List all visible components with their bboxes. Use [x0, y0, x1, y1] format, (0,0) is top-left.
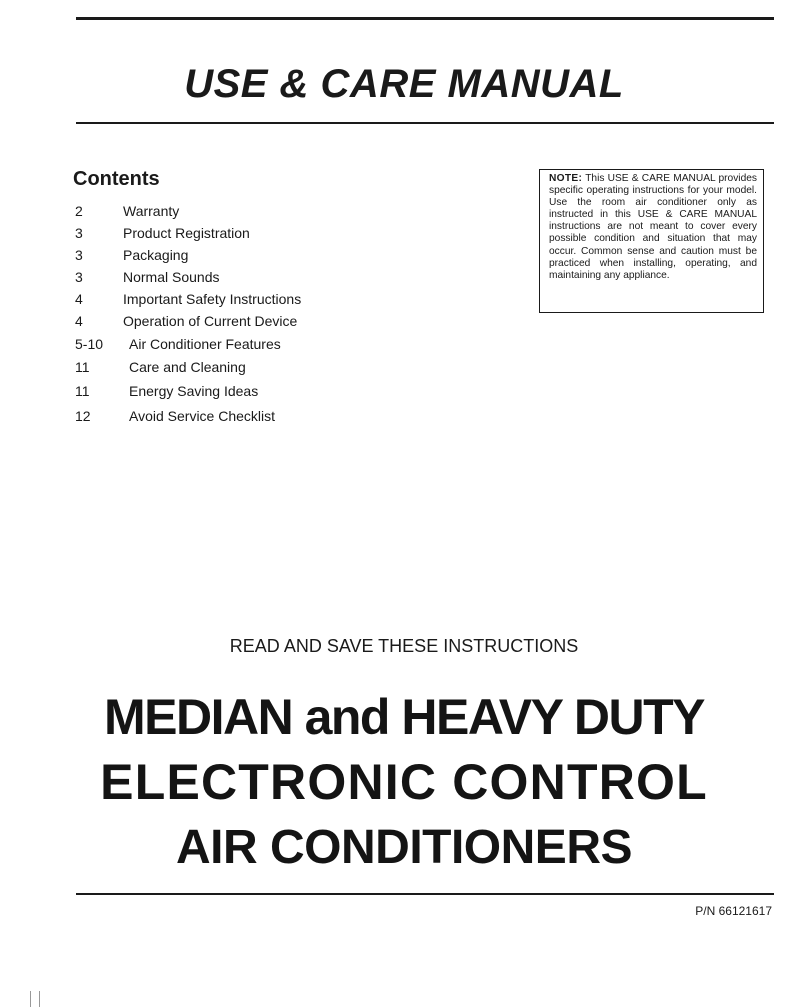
- note-label: NOTE:: [549, 173, 583, 184]
- toc-item-label: Operation of Current Device: [123, 313, 298, 329]
- toc-page-number: 2: [75, 203, 83, 219]
- footer-rule: [76, 893, 774, 895]
- toc-item-label: Packaging: [123, 247, 189, 263]
- toc-item-label: Care and Cleaning: [129, 359, 246, 375]
- toc-item-label: Energy Saving Ideas: [129, 383, 259, 399]
- toc-page-number: 3: [75, 269, 83, 285]
- toc-page-number: 4: [75, 291, 83, 307]
- toc-page-number: 11: [75, 359, 90, 375]
- instructions-banner: READ AND SAVE THESE INSTRUCTIONS: [229, 636, 579, 656]
- toc-item-label: Normal Sounds: [123, 269, 220, 285]
- toc-page-number: 11: [75, 383, 90, 399]
- toc-item-label: Air Conditioner Features: [129, 336, 281, 352]
- note-box: [539, 169, 764, 313]
- header-rule: [76, 122, 774, 124]
- toc-page-number: 3: [75, 247, 83, 263]
- manual-title: USE & CARE MANUAL: [184, 62, 624, 106]
- contents-heading: Contents: [73, 168, 160, 190]
- part-number: P/N 66121617: [695, 904, 772, 918]
- toc-page-number: 5-10: [75, 336, 104, 352]
- toc-page-number: 3: [75, 225, 83, 241]
- toc-item-label: Product Registration: [123, 225, 250, 241]
- product-title-line-3: AIR CONDITIONERS: [175, 821, 632, 874]
- product-title-line-2: ELECTRONIC CONTROL: [100, 754, 708, 810]
- toc-page-number: 4: [75, 313, 83, 329]
- toc-item-label: Important Safety Instructions: [123, 291, 302, 307]
- toc-item-label: Avoid Service Checklist: [129, 408, 276, 424]
- scan-edge-mark: [30, 991, 31, 1007]
- toc-page-number: 12: [75, 408, 91, 424]
- top-rule: [76, 17, 774, 20]
- toc-item-label: Warranty: [123, 203, 180, 219]
- note-text: This USE & CARE MANUAL provides specific operating instructions for your model. Use the room air conditioner only as instructed in this USE & CARE MANUAL instructions are not meant to cover every possible condition and situation that may occur. Common sense and caution must be practiced when installing, operating, and maintaining any appliance.: [549, 173, 757, 281]
- product-title-line-1: MEDIAN and HEAVY DUTY: [103, 689, 705, 745]
- scan-edge-mark: [39, 991, 40, 1007]
